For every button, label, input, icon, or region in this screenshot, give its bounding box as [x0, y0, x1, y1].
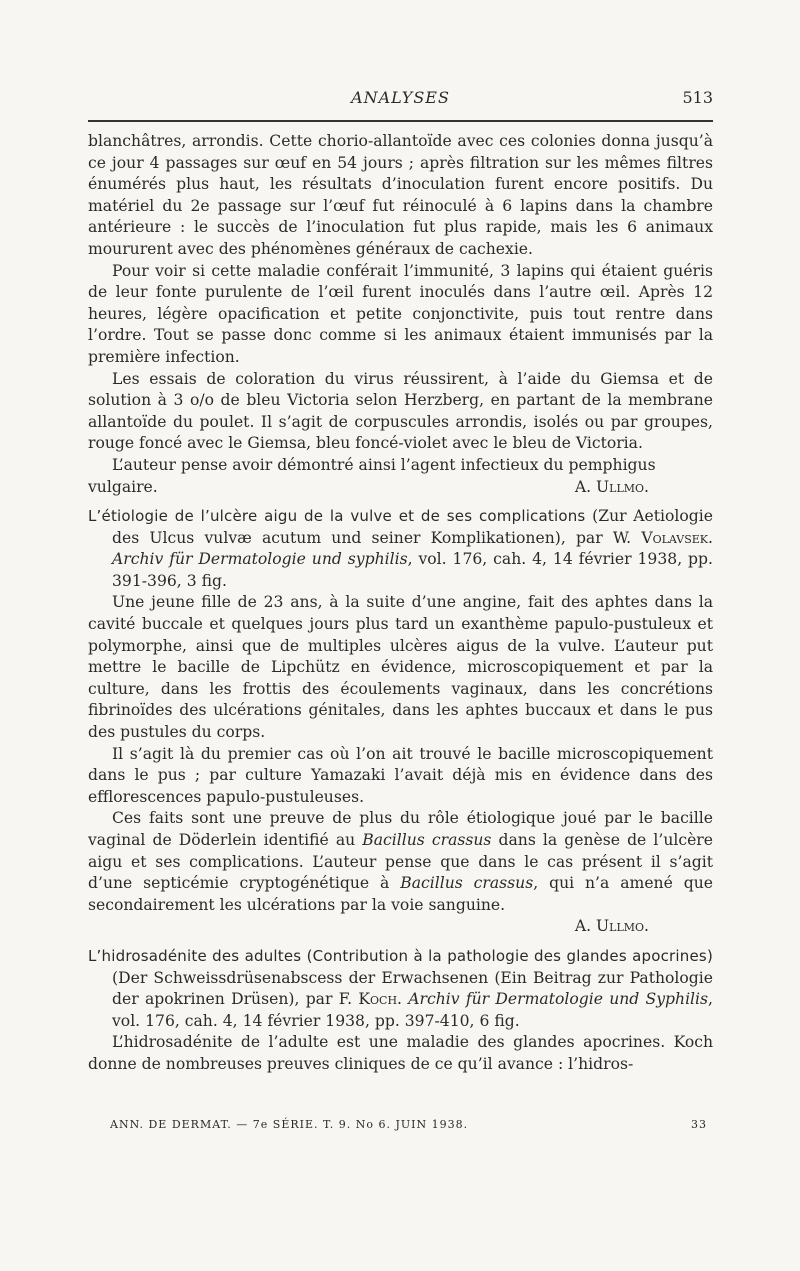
journal-title: Archiv für Dermatologie und syphilis — [112, 550, 408, 569]
page-number: 513 — [682, 88, 713, 107]
article-reference: , vol. 176, cah. 4, 14 février 1938, pp. 397-410, 6 fig. — [112, 990, 714, 1030]
signature: A. Ullmo. — [574, 477, 649, 496]
footer-journal: ANN. DE DERMAT. — 7e SÉRIE. T. 9. No 6. JUIN 1938. — [110, 1118, 469, 1131]
signature: A. Ullmo. — [574, 917, 649, 936]
paragraph: Les essais de coloration du virus réussirent, à l’aide du Giemsa et de solution à 3 o/o de bleu Victoria selon Herzberg, en partant de la membrane allantoïde du poulet. Il s’agit de corpuscules arrondis, isolés ou par groupes, rouge foncé avec le Giemsa, bleu foncé-violet avec le bleu de Victoria. — [88, 369, 713, 453]
header-rule — [88, 120, 713, 122]
article-reference: (Der Schweissdrüsenabscess der Erwachsenen (Ein Beitrag zur Pathologie der apokrinen Drüsen), par F. — [112, 968, 713, 1009]
paragraph: Pour voir si cette maladie conférait l’immunité, 3 lapins qui étaient guéris de leur fonte purulente de l’œil furent inoculés dans l’autre œil. Après 12 heures, légère opacification et petite conjonctivite, puis tout rentre dans l’ordre. Tout se passe donc comme si les animaux étaient immunisés par la première infection. — [88, 261, 713, 366]
article-heading — [88, 506, 713, 592]
running-title: ANALYSES — [351, 88, 450, 107]
text-run: , qui n’a amené que secondairement les ulcérations par la voie sanguine. — [88, 874, 713, 914]
paragraph: blanchâtres, arrondis. Cette chorio-allantoïde avec ces colonies donna jusqu’à ce jour 4 passages sur œuf en 54 jours ; après filtration sur les mêmes filtres énumérés plus haut, les résultats d’inoculation furent encore positifs. Du matériel du 2e passage sur l’œuf fut réinoculé à 6 lapins dans la chambre antérieure : le succès de l’inoculation fut plus rapide, mais les 6 animaux moururent avec des phénomènes généraux de cachexie. — [88, 132, 713, 258]
footer-sheet-number: 33 — [691, 1118, 707, 1131]
species-name: Bacillus crassus — [362, 831, 492, 849]
page-body — [88, 131, 713, 1076]
article-title: L’étiologie de l’ulcère aigu de la vulve et de ses complications — [88, 507, 586, 526]
paragraph: Il s’agit là du premier cas où l’on ait trouvé le bacille microscopiquement dans le pus ; par culture Yamazaki l’avait déjà mis en évidence dans des efflorescences papulo-pustuleuses. — [88, 744, 713, 806]
article-heading — [88, 946, 713, 1032]
paragraph: L’hidrosadénite de l’adulte est une maladie des glandes apocrines. Koch donne de nombreuses preuves cliniques de ce qu’il avance : l’hidros- — [88, 1033, 713, 1073]
running-head — [88, 88, 713, 114]
article-author: Koch — [358, 990, 398, 1009]
species-name: Bacillus crassus — [400, 874, 534, 893]
article-reference: . — [397, 990, 409, 1009]
article-title: L’hidrosadénite des adultes (Contribution à la pathologie des glandes apocrines) — [88, 946, 713, 965]
article-author: Volavsek — [641, 528, 709, 547]
text-run: Ces faits sont une preuve de plus du rôle étiologique joué par le bacille vaginal de Döderlein identifié au — [88, 809, 713, 849]
text-run: dans la genèse de l’ulcère aigu et ses complications. L’auteur pense que dans le cas présent il s’agit d’une septicémie cryptogénétique à — [88, 831, 713, 893]
paragraph: Une jeune fille de 23 ans, à la suite d’une angine, fait des aphtes dans la cavité buccale et quelques jours plus tard un exanthème papulo-pustuleux et polymorphe, ainsi que de multiples ulcères aigus de la vulve. L’auteur put mettre le bacille de Lipchütz en évidence, microscopiquement et par la culture, dans les frottis des écoulements vaginaux, dans les concrétions fibrinoïdes des ulcérations génitales, dans les aphtes buccaux et dans le pus des pustules du corps. — [88, 593, 713, 742]
paragraph — [88, 808, 713, 916]
paragraph-end: vulgaire. — [88, 477, 158, 496]
article-reference: , vol. 176, cah. 4, 14 février 1938, pp. 391-396, 3 fig. — [112, 550, 713, 590]
article-reference: . — [708, 528, 713, 547]
journal-title: Archiv für Dermatologie und Syphilis — [408, 990, 709, 1009]
closing-line — [88, 477, 713, 499]
article-reference: (Zur Aetiologie des Ulcus vulvæ acutum und seiner Komplikationen), par W. — [112, 507, 713, 547]
paragraph: L’auteur pense avoir démontré ainsi l’agent infectieux du pemphigus — [112, 455, 656, 474]
